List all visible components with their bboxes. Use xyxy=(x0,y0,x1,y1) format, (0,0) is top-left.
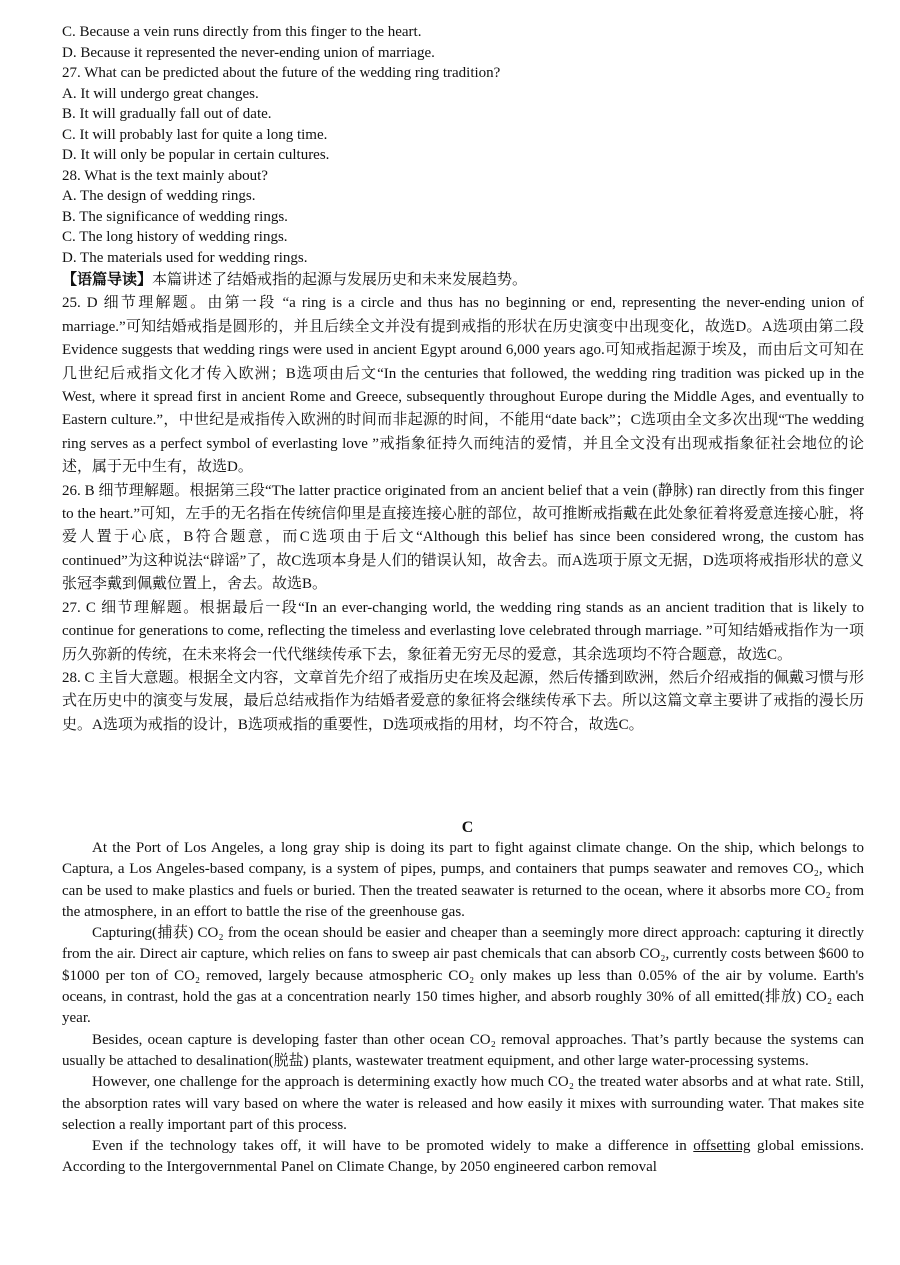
option-28-a: A. The design of wedding rings. xyxy=(62,188,256,204)
option-28-d: D. The materials used for wedding rings. xyxy=(62,250,308,266)
reading-guide-tag: 【语篇导读】 xyxy=(62,270,153,288)
explanation-27: 27. C 细节理解题。根据最后一段“In an ever-changing world, the wedding ring stands as an ancient tradition that is likely to continue for generations to come, reflecting the timeless and everlasting love celebrated through marriage. ”可知结婚戒指作为一项历久弥新的传统，在未来将会一代代继续传承下去，象征着无穷无尽的爱意，其余选项均不符合题意，故选C。 xyxy=(62,599,864,663)
passage-paragraph-1: At the Port of Los Angeles, a long gray ship is doing its part to fight against climate change. On the ship, which belongs to Captura, a Los Angeles-based company, is a system of pipes, pumps, and containers that pumps seawater and removes CO₂, which can be used to make plastics and fuels or buried. Then the treated seawater is returned to the ocean, where it absorbs more CO₂ from the atmosphere, in an effort to battle the rise of the greenhouse gas. xyxy=(62,840,864,920)
explanation-26: 26. B 细节理解题。根据第三段“The latter practice originated from an ancient belief that a vein (静脉) ran directly from this finger to the heart.”可知，左手的无名指在传统信仰里是直接连接心脏的部位，故可推断戒指戴在此处象征着将爱意连接心脏，将爱人置于心底，B符合题意，而C选项由于后文“Although this belief has since been considered wrong, the custom has continued”为这种说法“辟谣”了，故C选项本身是人们的错误认知，故舍去。而A选项于原文无据，D选项将戒指形状的意义张冠李戴到佩戴位置上，舍去。故选B。 xyxy=(62,482,864,593)
question-28-stem: 28. What is the text mainly about? xyxy=(62,168,268,184)
section-title: C xyxy=(461,819,474,836)
reading-guide-text: 本篇讲述了结婚戒指的起源与发展历史和未来发展趋势。 xyxy=(152,272,528,288)
passage-paragraph-2: Capturing(捕获) CO₂ from the ocean should be easier and cheaper than a seemingly more direct approach: capturing it directly from the air. Direct air capture, which relies on fans to sweep air past chemicals that can absorb CO₂, currently costs between $600 to $1000 per ton of CO₂ removed, largely because atmospheric CO₂ only makes up less than 0.05% of the air by volume. Earth's oceans, in contrast, hold the gas at a concentration nearly 150 times higher, and absorb roughly 30% of all emitted(排放) CO₂ each year. xyxy=(62,925,864,1027)
explanation-25: 25. D 细节理解题。由第一段 “a ring is a circle and thus has no beginning or end, representing the never-ending union of marriage.”可知结婚戒指是圆形的，并且后续全文并没有提到戒指的形状在历史演变中出现变化，故选D。A选项由第二段 Evidence suggests that wedding rings were used in ancient Egypt around 6,000 years ago.可知戒指起源于埃及，而由后文可知在几世纪后戒指文化才传入欧洲；B选项由后文“In the centuries that followed, the wedding ring tradition was picked up in the West, where it spread first in ancient Rome and Greece, subsequently throughout Europe during the Middle Ages, and eventually to Eastern culture.”，中世纪是戒指传入欧洲的时间而非起源的时间，不能用“date back”；C选项由全文多次出现“The wedding ring serves as a perfect symbol of everlasting love ”戒指象征持久而纯洁的爱情，并且全文没有出现戒指象征社会地位的论述，属于无中生有，故选D。 xyxy=(62,295,864,476)
paragraph-5-end: global emissions. According to the Intergovernmental Panel on Climate Change, by 2050 engineered carbon removal xyxy=(62,1138,864,1176)
option-27-d: D. It will only be popular in certain cultures. xyxy=(62,147,330,163)
answer-explanations xyxy=(62,268,864,737)
passage-c xyxy=(62,838,864,1179)
option-26-c: C. Because a vein runs directly from this finger to the heart. xyxy=(62,24,422,40)
option-27-c: C. It will probably last for quite a long time. xyxy=(62,127,328,143)
underlined-word: offsetting xyxy=(693,1138,751,1155)
passage-paragraph-4: However, one challenge for the approach is determining exactly how much CO₂ the treated water absorbs and at what rate. Still, the absorption rates will vary based on where the water is released and how easily it mixes with surrounding water. That makes site selection a really important part of this process. xyxy=(62,1074,864,1133)
option-28-c: C. The long history of wedding rings. xyxy=(62,229,288,245)
option-28-b: B. The significance of wedding rings. xyxy=(62,209,288,225)
passage-paragraph-5 xyxy=(62,1136,864,1179)
paragraph-5-start: Even if the technology takes off, it will have to be promoted widely to make a difference in xyxy=(92,1138,694,1155)
passage-paragraph-3: Besides, ocean capture is developing faster than other ocean CO₂ removal approaches. That’s partly because the systems can usually be attached to desalination(脱盐) plants, wastewater treatment equipment, and other large water-processing systems. xyxy=(62,1031,864,1069)
question-27-stem: 27. What can be predicted about the future of the wedding ring tradition? xyxy=(62,65,501,81)
explanation-28: 28. C 主旨大意题。根据全文内容，文章首先介绍了戒指历史在埃及起源，然后传播到欧洲，然后介绍戒指的佩戴习惯与形式在历史中的演变与发展，最后总结戒指作为结婚者爱意的象征将会继续传承下去。所以这篇文章主要讲了戒指的漫长历史。A选项为戒指的设计，B选项戒指的重要性，D选项戒指的用材，均不符合，故选C。 xyxy=(62,669,864,733)
reading-guide xyxy=(62,268,864,292)
option-27-b: B. It will gradually fall out of date. xyxy=(62,106,272,122)
option-26-d: D. Because it represented the never-ending union of marriage. xyxy=(62,45,435,61)
option-27-a: A. It will undergo great changes. xyxy=(62,86,259,102)
